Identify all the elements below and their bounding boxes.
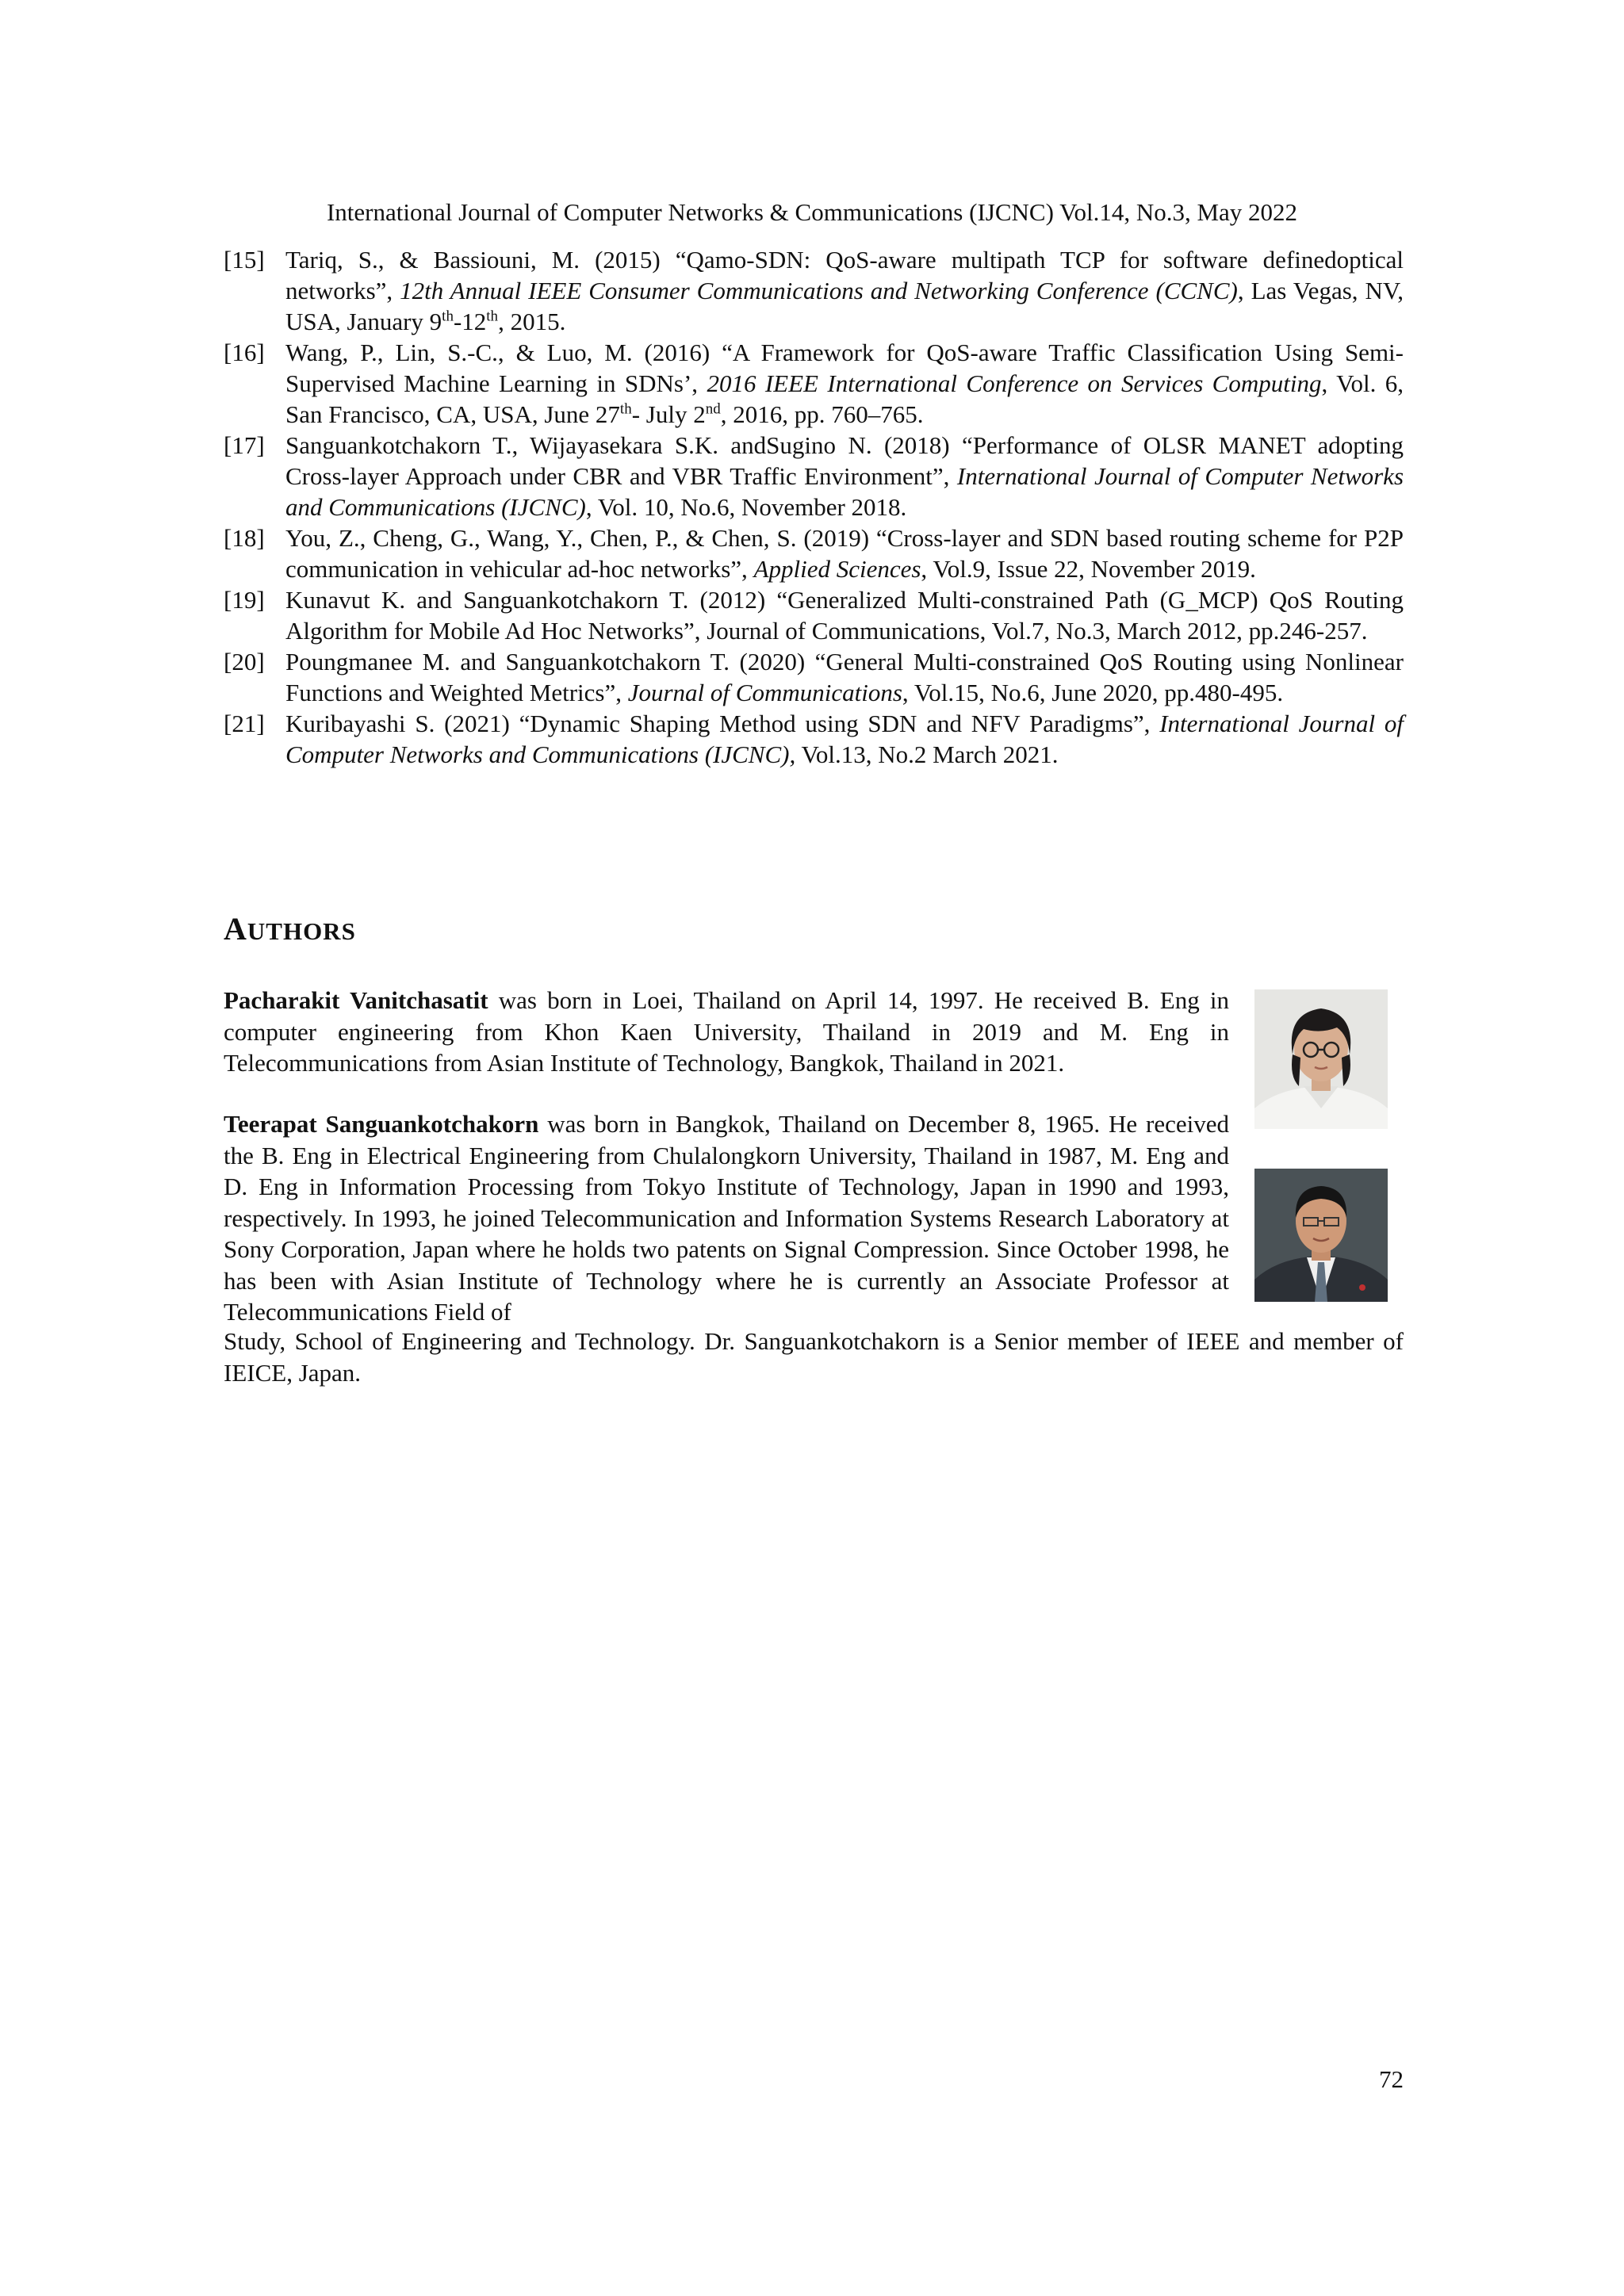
- author-photo-1: [1254, 989, 1388, 1129]
- reference-item: [20] Poungmanee M. and Sanguankotchakorn T. (2020) “General Multi-constrained QoS Routing using Nonlinear Functions and Weighted Metrics”, Journal of Communications, Vol.15, No.6, June 2020, pp.480-495.: [224, 648, 1404, 706]
- author-bio-1: Pacharakit Vanitchasatit was born in Loei, Thailand on April 14, 1997. He received B. Eng in computer engineering from Khon Kaen University, Thailand in 2019 and M. Eng in Telecommunications from Asian Institute of Technology, Bangkok, Thailand in 2021.: [224, 986, 1229, 1077]
- reference-item: [17] Sanguankotchakorn T., Wijayasekara S.K. andSugino N. (2018) “Performance of OLSR MANET adopting Cross-layer Approach under CBR and VBR Traffic Environment”, International Journal of Computer Networks and Communications (IJCNC), Vol. 10, No.6, November 2018.: [224, 431, 1404, 521]
- reference-number: [21]: [224, 710, 265, 737]
- author-name: Teerapat Sanguankotchakorn: [224, 1110, 539, 1138]
- reference-number: [17]: [224, 431, 265, 459]
- reference-number: [20]: [224, 648, 265, 675]
- running-header: International Journal of Computer Networks & Communications (IJCNC) Vol.14, No.3, May 2022: [326, 198, 1298, 226]
- reference-list: [224, 244, 1404, 770]
- reference-number: [19]: [224, 586, 265, 614]
- author-bio-2-continued: Study, School of Engineering and Technology. Dr. Sanguankotchakorn is a Senior member of IEEE and member of IEICE, Japan.: [224, 1327, 1404, 1387]
- reference-item: [18] You, Z., Cheng, G., Wang, Y., Chen, P., & Chen, S. (2019) “Cross-layer and SDN based routing scheme for P2P communication in vehicular ad-hoc networks”, Applied Sciences, Vol.9, Issue 22, November 2019.: [224, 524, 1404, 583]
- reference-item: [16] Wang, P., Lin, S.-C., & Luo, M. (2016) “A Framework for QoS-aware Traffic Classification Using Semi-Supervised Machine Learning in SDNs’, 2016 IEEE International Conference on Services Computing, Vol. 6, San Francisco, CA, USA, June 27th- July 2nd, 2016, pp. 760–765.: [224, 339, 1404, 428]
- reference-number: [18]: [224, 524, 265, 552]
- section-title-authors: AUTHORS: [224, 911, 356, 947]
- reference-item: [19] Kunavut K. and Sanguankotchakorn T. (2012) “Generalized Multi-constrained Path (G_MCP) QoS Routing Algorithm for Mobile Ad Hoc Networks”, Journal of Communications, Vol.7, No.3, March 2012, pp.246-257.: [224, 586, 1404, 645]
- portrait-image: [1254, 989, 1388, 1129]
- author-photo-2: [1254, 1169, 1388, 1302]
- reference-number: [15]: [224, 246, 265, 274]
- reference-item: [21] Kuribayashi S. (2021) “Dynamic Shaping Method using SDN and NFV Paradigms”, International Journal of Computer Networks and Communications (IJCNC), Vol.13, No.2 March 2021.: [224, 710, 1404, 768]
- author-name: Pacharakit Vanitchasatit: [224, 986, 488, 1014]
- reference-number: [16]: [224, 339, 265, 366]
- page-number: 72: [1379, 2065, 1404, 2093]
- reference-item: [15] Tariq, S., & Bassiouni, M. (2015) “Qamo-SDN: QoS-aware multipath TCP for software definedoptical networks”, 12th Annual IEEE Consumer Communications and Networking Conference (CCNC), Las Vegas, NV, USA, January 9th-12th, 2015.: [224, 246, 1404, 335]
- author-bio-2: Teerapat Sanguankotchakorn was born in Bangkok, Thailand on December 8, 1965. He received the B. Eng in Electrical Engineering from Chulalongkorn University, Thailand in 1987, M. Eng and D. Eng in Information Processing from Tokyo Institute of Technology, Japan in 1990 and 1993, respectively. In 1993, he joined Telecommunication and Information Systems Research Laboratory at Sony Corporation, Japan where he holds two patents on Signal Compression. Since October 1998, he has been with Asian Institute of Technology where he is currently an Associate Professor at Telecommunications Field of: [224, 1110, 1229, 1326]
- portrait-image: [1254, 1169, 1388, 1302]
